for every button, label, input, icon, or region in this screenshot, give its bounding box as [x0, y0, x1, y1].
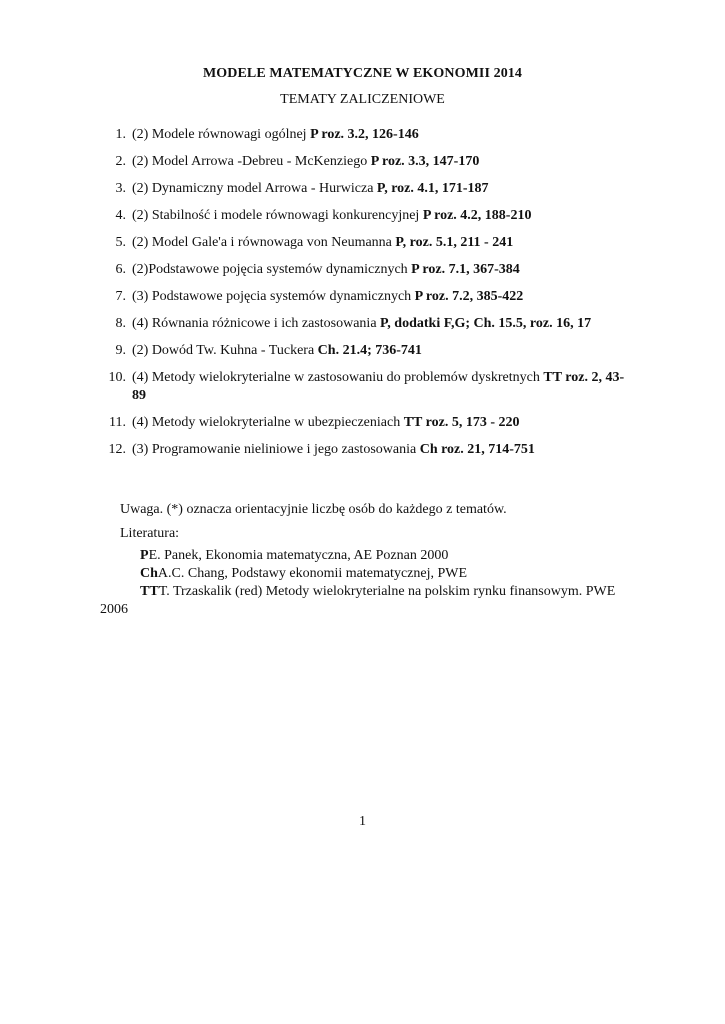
document-title: MODELE MATEMATYCZNE W EKONOMII 2014	[202, 66, 523, 81]
topic-text: (3) Podstawowe pojęcia systemów dynamicznych	[132, 289, 415, 304]
topic-reference: Ch. 21.4; 736-741	[317, 343, 422, 358]
topic-number: 5.	[115, 235, 126, 250]
topic-number: 1.	[115, 127, 126, 142]
topic-number: 10.	[108, 370, 126, 385]
topic-number: 11.	[109, 415, 126, 430]
topic-item	[100, 441, 626, 459]
topic-text: (2) Model Arrowa -Debreu - McKenziego	[132, 154, 371, 169]
topic-number: 6.	[115, 262, 126, 277]
literature-abbreviation: Ch	[140, 566, 158, 581]
topic-number: 2.	[115, 154, 126, 169]
literature-abbreviation: P	[140, 548, 149, 563]
topic-item	[100, 261, 626, 279]
topic-item	[100, 234, 626, 252]
topic-reference: P roz. 7.1, 367-384	[411, 262, 520, 277]
topic-number: 12.	[108, 442, 126, 457]
document-subtitle: TEMATY ZALICZENIOWE	[280, 92, 445, 107]
topic-text: (2) Dynamiczny model Arrowa - Hurwicza	[132, 181, 377, 196]
topic-number: 9.	[115, 343, 126, 358]
topic-text: (2) Modele równowagi ogólnej	[132, 127, 311, 142]
topic-text: (3) Programowanie nieliniowe i jego zastosowania	[132, 442, 420, 457]
topic-text: (4) Metody wielokryterialne w zastosowaniu do problemów dyskretnych	[132, 370, 544, 385]
literature-item	[100, 547, 626, 565]
literature-text: E. Panek, Ekonomia matematyczna, AE Poznan 2000	[148, 548, 449, 563]
topic-item	[100, 369, 626, 405]
topic-reference: TT roz. 5, 173 - 220	[403, 415, 520, 430]
page-number: 1	[359, 814, 366, 829]
topic-item	[100, 288, 626, 306]
literature-item	[100, 583, 626, 619]
topic-text: (2) Model Gale'a i równowaga von Neumanna	[132, 235, 396, 250]
topic-number: 3.	[115, 181, 126, 196]
topic-reference: P, roz. 4.1, 171-187	[376, 181, 489, 196]
topic-reference: P, dodatki F,G; Ch. 15.5, roz. 16, 17	[380, 316, 592, 331]
topic-number: 4.	[115, 208, 126, 223]
literature-list	[100, 547, 626, 619]
literature-text: T. Trzaskalik (red) Metody wielokryterialne na polskim rynku finansowym. PWE 2006	[100, 584, 616, 617]
topic-list	[100, 126, 626, 468]
topic-item	[100, 180, 626, 198]
topic-reference: P roz. 4.2, 188-210	[422, 208, 532, 223]
topic-text: (4) Równania różnicowe i ich zastosowania	[132, 316, 381, 331]
topic-item	[100, 342, 626, 360]
topic-text: (2)Podstawowe pojęcia systemów dynamicznych	[132, 262, 412, 277]
topic-reference: TT roz. 2, 43- 89	[132, 370, 625, 403]
topic-text: (2) Dowód Tw. Kuhna - Tuckera	[132, 343, 318, 358]
topic-reference: P roz. 3.2, 126-146	[310, 127, 419, 142]
literature-text: A.C. Chang, Podstawy ekonomii matematycznej, PWE	[157, 566, 468, 581]
literature-heading: Literatura:	[120, 526, 180, 541]
topic-item	[100, 315, 626, 333]
topic-reference: P roz. 7.2, 385-422	[414, 289, 524, 304]
topic-reference: P roz. 3.3, 147-170	[370, 154, 480, 169]
literature-abbreviation: TT	[140, 584, 159, 599]
topic-item	[100, 126, 626, 144]
topic-text: (4) Metody wielokryterialne w ubezpieczeniach	[132, 415, 404, 430]
topic-text: (2) Stabilność i modele równowagi konkurencyjnej	[132, 208, 423, 223]
topic-number: 7.	[115, 289, 126, 304]
topic-item	[100, 414, 626, 432]
topic-number: 8.	[115, 316, 126, 331]
literature-item	[100, 565, 626, 583]
topic-reference: Ch roz. 21, 714-751	[419, 442, 535, 457]
note-text: Uwaga. (*) oznacza orientacyjnie liczbę osób do każdego z tematów.	[120, 502, 507, 517]
topic-reference: P, roz. 5.1, 211 - 241	[395, 235, 514, 250]
topic-item	[100, 153, 626, 171]
topic-item	[100, 207, 626, 225]
